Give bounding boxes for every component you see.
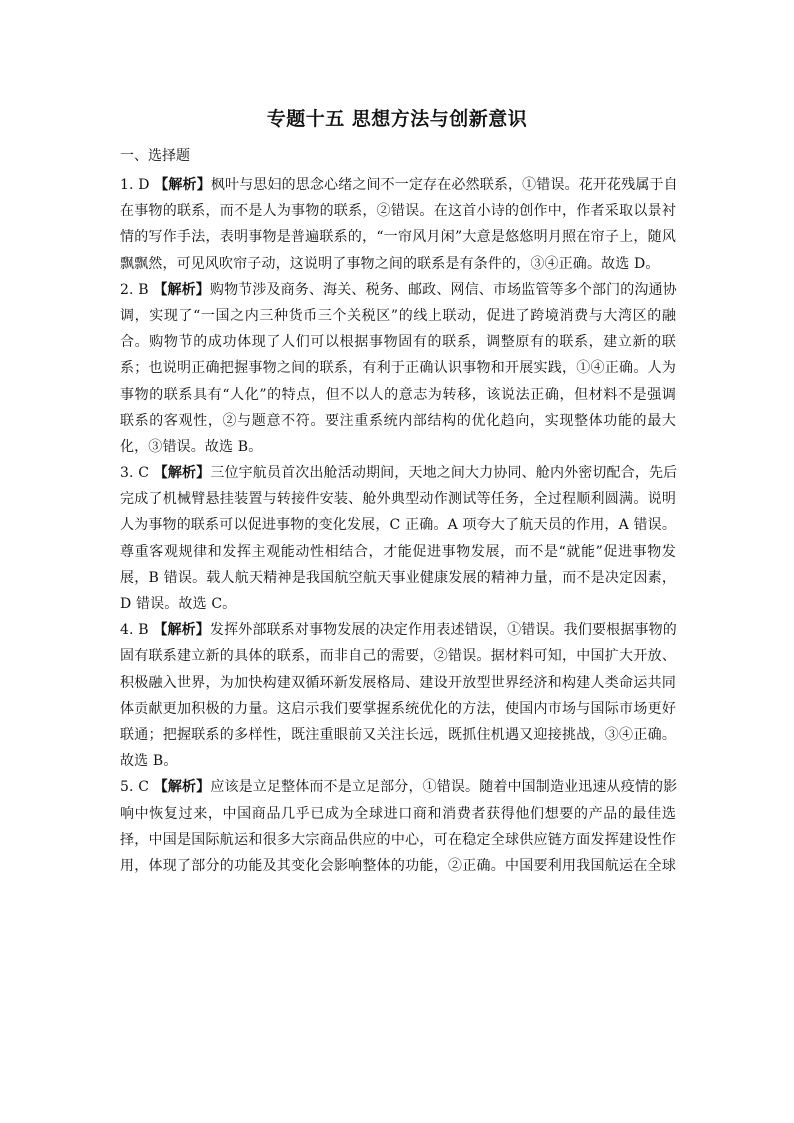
answer-line: 体贡献更加积极的力量。这启示我们要掌握系统优化的方法，使国内市场与国际市场更好 [120,700,676,717]
analysis-tag: 【解析】 [153,281,210,298]
question-number: 2. B [120,281,149,298]
answer-item-5 [120,774,676,879]
answer-line [120,172,676,198]
answer-line [120,277,676,303]
answer-line: 调，实现了“一国之内三种货币三个关税区”的线上联动，促进了跨境消费与大湾区的融 [120,307,676,324]
analysis-tag: 【解析】 [153,622,210,639]
answer-line: 展，B 错误。载人航天精神是我国航空航天事业健康发展的精神力量，而不是决定因素， [120,569,676,586]
answer-item-1 [120,172,676,277]
answer-line [120,460,676,486]
question-number: 1. D [120,177,150,193]
answer-item-2 [120,277,676,460]
answer-line: 故选 B。 [120,753,178,770]
answer-line: 事物的联系具有“人化”的特点，但不以人的意志为转移，该说法正确，但材料不是强调 [120,386,676,403]
answer-line: 在事物的联系，而不是人为事物的联系，②错误。在这首小诗的创作中，作者采取以景衬 [120,203,676,220]
answer-text: 枫叶与思妇的思念心绪之间不一定存在必然联系，①错误。花开花残属于自 [210,177,678,193]
section-heading: 一、选择题 [120,148,190,164]
answer-line: 系；也说明正确把握事物之间的联系，有利于正确认识事物和开展实践，①④正确。人为 [120,360,676,377]
answer-line: 积极融入世界，为加快构建双循环新发展格局、建设开放型世界经济和构建人类命运共同 [120,674,676,691]
answer-line: 尊重客观规律和发挥主观能动性相结合，才能促进事物发展，而不是“就能”促进事物发 [120,543,676,560]
question-number: 3. C [120,465,150,482]
answer-line: 择，中国是国际航运和很多大宗商品供应的中心，可在稳定全球供应链方面发挥建设性作 [120,831,676,848]
answer-line: 情的写作手法，表明事物是普遍联系的，“一帘风月闲”大意是悠悠明月照在帘子上，随风 [120,229,676,246]
analysis-tag: 【解析】 [153,779,211,796]
answer-text: 应该是立足整体而不是立足部分，①错误。随着中国制造业迅速从疫情的影 [210,779,678,796]
analysis-tag: 【解析】 [153,465,211,482]
answer-text: 发挥外部联系对事物发展的决定作用表述错误，①错误。我们要根据事物的 [209,622,677,639]
answer-line: 完成了机械臂悬挂装置与转接件安装、舱外典型动作测试等任务，全过程顺利圆满。说明 [120,491,676,508]
question-number: 4. B [120,622,149,639]
answer-line [120,617,676,643]
answer-line: 联通；把握联系的多样性，既注重眼前又关注长远，既抓住机遇又迎接挑战，③④正确。 [120,726,676,743]
answer-line: 飘飘然，可见风吹帘子动，这说明了事物之间的联系是有条件的，③④正确。故选 D。 [120,255,660,272]
answer-line: 人为事物的联系可以促进事物的变化发展，C 正确。A 项夸大了航天员的作用，A 错误。 [120,517,676,534]
answer-line: 用，体现了部分的功能及其变化会影响整体的功能，②正确。中国要利用我国航运在全球 [120,857,676,874]
analysis-tag: 【解析】 [154,177,211,193]
answer-text: 三位宇航员首次出舱活动期间，天地之间大力协同、舱内外密切配合，先后 [210,465,678,482]
answer-line: 固有联系建立新的具体的联系，而非自己的需要，②错误。据材料可知，中国扩大开放、 [120,648,676,665]
answer-line: D 错误。故选 C。 [120,596,237,612]
answer-line: 化，③错误。故选 B。 [120,438,263,455]
answer-line: 联系的客观性，②与题意不符。要注重系统内部结构的优化趋向，实现整体功能的最大 [120,412,676,429]
answer-line: 响中恢复过来，中国商品几乎已成为全球进口商和消费者获得他们想要的产品的最佳选 [120,805,676,822]
answer-list [120,172,676,879]
answer-item-3 [120,460,676,617]
page-title: 专题十五 思想方法与创新意识 [266,108,528,130]
answer-item-4 [120,617,676,774]
answer-line [120,774,676,800]
answer-line: 合。购物节的成功体现了人们可以根据事物固有的联系，调整原有的联系，建立新的联 [120,334,676,351]
question-number: 5. C [120,779,150,796]
answer-text: 购物节涉及商务、海关、税务、邮政、网信、市场监管等多个部门的沟通协 [209,281,677,298]
